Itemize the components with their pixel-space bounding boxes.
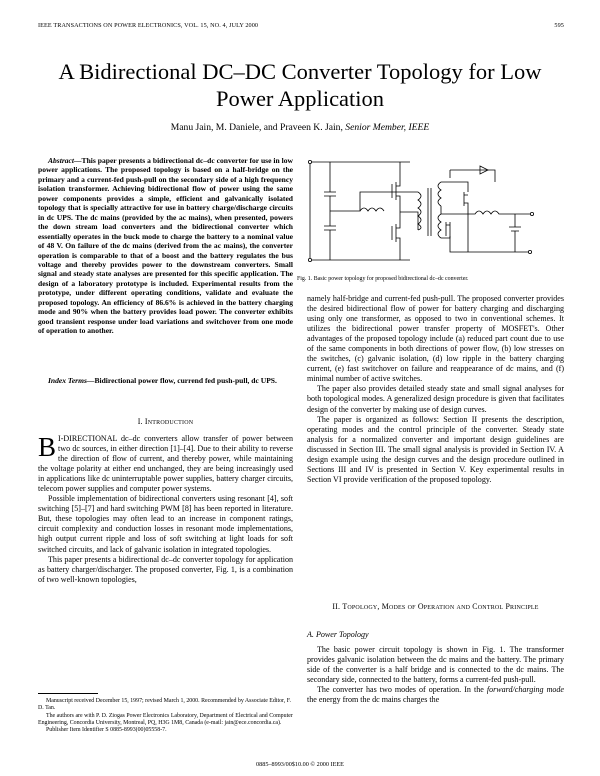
circuit-schematic-figure	[300, 152, 550, 270]
intro-paragraph-1: I-DIRECTIONAL dc–dc converters allow transfer of power between two dc sources, in either direction [1]–[4]. Due to their ability to reverse the direction of flow of current, and thereby power, while maintaining the voltage polarity at either end unchanged, they are being increasingly used in applications like dc uninterruptable power supplies, battery charger circuits, telecom power supplies and computer power systems.	[38, 434, 293, 494]
input-terminal-top	[308, 160, 311, 163]
upper-mosfet	[396, 162, 400, 212]
section-2-p2-end: the energy from the dc mains charges the	[307, 695, 440, 705]
abstract-label: Abstract—	[48, 156, 82, 165]
index-terms-text: Bidirectional power flow, currend fed push-pull, dc UPS.	[94, 376, 277, 385]
intro-paragraph-2: Possible implementation of bidirectional converters using resonant [4], soft switching [5]–[7] and hard switching PWM [8] has been reported in literature. But, these topologies may often lead to an increase in component ratings, circuit complexity and conduction losses in resonant mode implementations, high output current ripple and loss of soft switching at light loads for soft switched circuits, and lack of galvanic isolation in integrated topologies.	[38, 494, 293, 554]
page-number: 595	[554, 22, 564, 29]
running-header-journal: IEEE TRANSACTIONS ON POWER ELECTRONICS, VOL. 15, NO. 4, JULY 2000	[38, 22, 259, 29]
section-2-body	[307, 645, 564, 705]
center-tap	[441, 206, 460, 214]
input-inductor	[360, 208, 384, 211]
footnote-rule	[38, 693, 98, 694]
section-1-title: Introduction	[144, 417, 194, 426]
footnote-affiliation: The authors are with P. D. Ziogas Power Electronics Laboratory, Department of Electrical and Computer Engineering, Concordia University, Montreal, PQ, H3G 1M8, Canada (e-mail: jain@ece.concordia.ca).	[38, 712, 293, 726]
paper-title	[30, 58, 570, 112]
figure-1-caption: Fig. 1. Basic power topology for proposed bidirectional dc–dc converter.	[297, 276, 469, 282]
section-2-paragraph-1: The basic power circuit topology is shown in Fig. 1. The transformer provides galvanic isolation between the dc mains and the battery. The primary side of the converter is a half bridge and is connected to the dc mains. The secondary side, connected to the battery, forms a current-fed push-pull.	[307, 645, 564, 685]
transformer-core	[428, 188, 431, 236]
author-names: Manu Jain, M. Daniele, and Praveen K. Jain,	[170, 122, 343, 133]
secondary-return	[450, 236, 530, 252]
section-2-paragraph-2	[307, 685, 564, 705]
right-paragraph-2: The paper also provides detailed steady state and small signal analyses for both topological modes. A generalized design procedure is given that facilitates design of the converter by making use of design curves.	[307, 384, 564, 414]
right-paragraph-3: The paper is organized as follows: Section II presents the description, operating modes and the control principle of the converter. Steady state analysis for a normalized converter and important design guidelines are discussed in Section III. The small signal analysis is provided in Section IV. A design example using the design curves and the design procedure outlined in Sections III and IV is presented in Section V. Key experimental results in Section VI provide verification of the proposed topology.	[307, 414, 564, 484]
section-1-number: I.	[137, 417, 143, 426]
footnote-manuscript: Manuscript received December 15, 1997; revised March 1, 2000. Recommended by Associate Editor, F. D. Tan.	[38, 698, 291, 712]
author-grade: Senior Member, IEEE	[345, 122, 430, 133]
input-terminal-bottom	[308, 258, 311, 261]
drop-cap: B	[38, 432, 57, 462]
footnote-block	[38, 698, 293, 734]
right-column-body	[307, 294, 564, 485]
index-terms-label: Index Terms—	[48, 376, 95, 385]
output-terminal-top	[530, 212, 533, 215]
transformer-secondary	[438, 182, 441, 238]
clamp-network	[450, 170, 495, 182]
section-1-heading	[38, 417, 293, 426]
author-list	[30, 122, 570, 133]
copyright-footer: 0885–8993/00$10.00 © 2000 IEEE	[256, 761, 344, 768]
introduction-body	[38, 434, 293, 585]
lower-mosfet	[396, 212, 400, 260]
section-2-number: II.	[332, 602, 341, 611]
right-paragraph-1: namely half-bridge and current-fed push-pull. The proposed converter provides the desired bidirectional flow of power for battery charging and discharging using only one transformer, as opposed to two in conventional schemes. It utilizes the bidirectional power transfer property of MOSFET's. Other advantages of the proposed topology include (a) reduced part count due to use of the same components in both directions of power flow, (b) low stresses on the switches, (c) galvanic isolation, (d) low ripple in the battery charging current, (e) fast switchover on failure and reappearance of dc mains, and (f) minimal number of active switches.	[307, 294, 564, 384]
bridge-midpoint	[400, 212, 418, 230]
title-line-2: Power Application	[215, 86, 385, 111]
cap-midpoint-wire	[330, 192, 418, 211]
index-terms	[38, 376, 293, 385]
footnote-identifier: Publisher Item Identifier S 0885-8993(00)05558-7.	[46, 727, 167, 734]
output-terminal-bottom	[528, 250, 531, 253]
section-2-heading	[307, 602, 564, 613]
battery-capacitor	[509, 214, 521, 252]
section-2-title: Topology, Modes of Operation and Control Principle	[342, 602, 539, 611]
pushpull-switch-1	[441, 182, 468, 252]
intro-paragraph-3: This paper presents a bidirectional dc–dc converter topology for application as battery charger/discharger. The proposed converter, Fig. 1, is a combination of two well-known topologies,	[38, 554, 293, 584]
transformer-primary	[418, 192, 421, 230]
section-2-p2-italic: forward/charging mode	[486, 685, 564, 695]
abstract	[38, 156, 293, 336]
abstract-text: This paper presents a bidirectional dc–dc converter for use in low power applications. The proposed topology is based on a half-bridge on the primary and a current-fed push-pull on the secondary side of a high frequency isolation transformer. Achieving bidirectional flow of power using the same power components provides a simple, efficient and galvanically isolated topology that is specially attractive for use in battery charge/discharge circuits in dc UPS. The dc mains (provided by the ac mains), when presented, powers the down stream load converters and the bidirectional converter which essentially operates in the buck mode to charge the battery to a nominal value of 48 V. On failure of the dc mains (derived from the ac mains), the converter operation is comparable to that of a boost and the battery regulates the bus voltage and thereby provides power to the downstream converters. Small signal and steady state analyses are presented for this specific application. The design of a laboratory prototype is included. Experimental results from the prototype, under different operating conditions, validate and evaluate the proposed topology. An efficiency of 86.6% is achieved in the battery charging mode and 90% when the battery provides load power. The converter exhibits good transient response under load variations and switchover from one mode of operation to another.	[38, 156, 293, 336]
pushpull-switch-2	[441, 222, 450, 238]
section-2-p2-start: The converter has two modes of operation. In the	[317, 685, 487, 695]
subsection-a-heading: A. Power Topology	[307, 630, 369, 639]
title-line-1: A Bidirectional DC–DC Converter Topology for Low	[58, 59, 542, 84]
